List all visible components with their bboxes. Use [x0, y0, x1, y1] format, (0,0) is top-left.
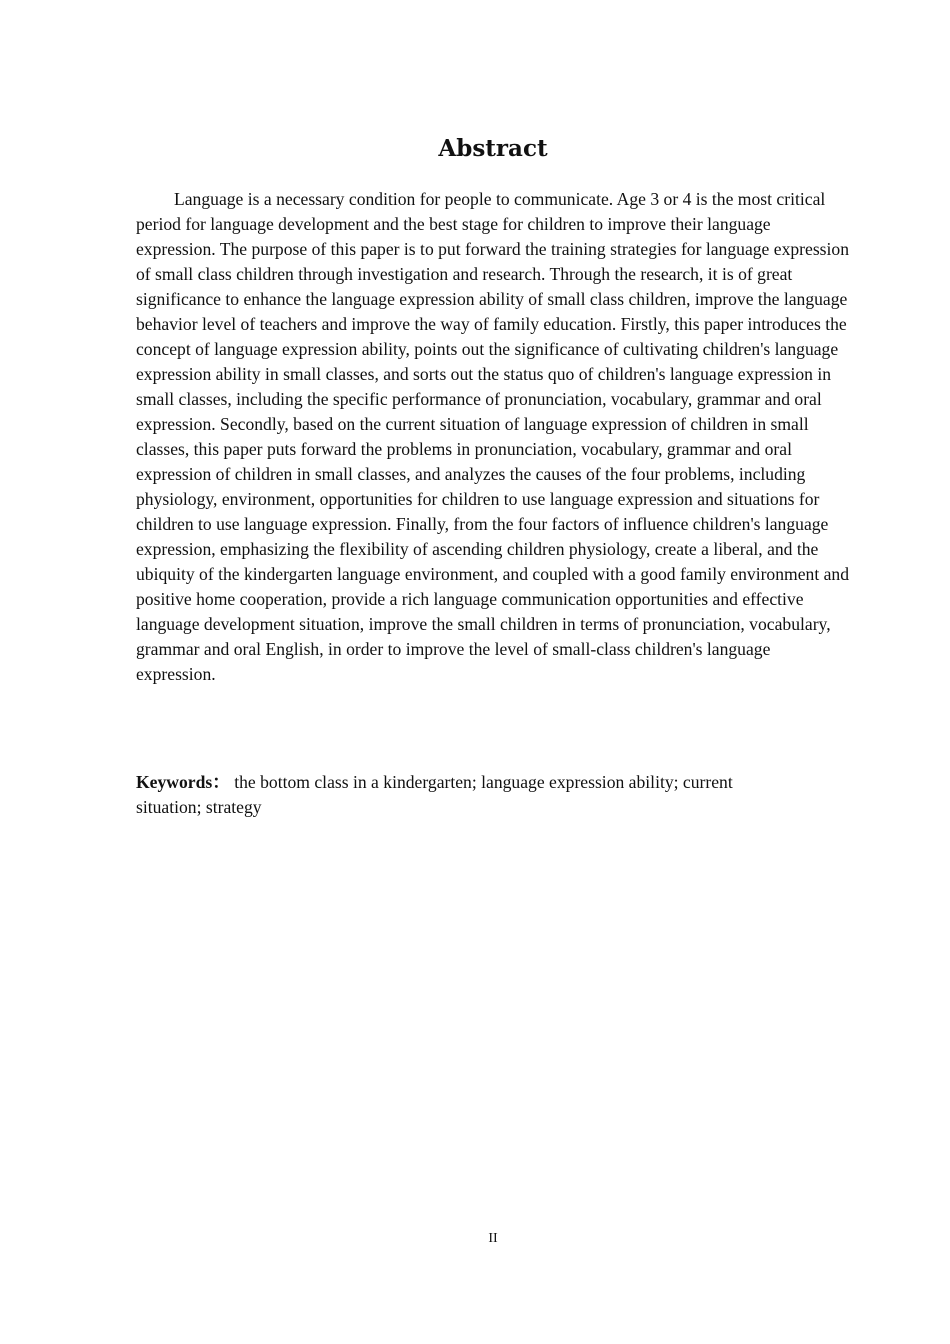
- abstract-title: Abstract: [438, 135, 548, 162]
- keywords-label: Keywords：: [136, 772, 230, 792]
- abstract-body: Language is a necessary condition for people to communicate. Age 3 or 4 is the most critical period for language development and the best stage for children to improve their language expression. The purpose of this paper is to put forward the training strategies for language expression of small class children through investigation and research. Through the research, it is of great significance to enhance the language expression ability of small class children, improve the language behavior level of teachers and improve the way of family education. Firstly, this paper introduces the concept of language expression ability, points out the significance of cultivating children's language expression ability in small classes, and sorts out the status quo of children's language expression in small classes, including the specific performance of pronunciation, vocabulary, grammar and oral expression. Secondly, based on the current situation of language expression of children in small classes, this paper puts forward the problems in pronunciation, vocabulary, grammar and oral expression of children in small classes, and analyzes the causes of the four problems, including physiology, environment, opportunities for children to use language expression and situations for children to use language expression. Finally, from the four factors of influence children's language expression, emphasizing the flexibility of ascending children physiology, create a liberal, and the ubiquity of the kindergarten language environment, and coupled with a good family environment and positive home cooperation, provide a rich language communication opportunities and effective language development situation, improve the small children in terms of pronunciation, vocabulary, grammar and oral English, in order to improve the level of small-class children's language expression.: [136, 189, 850, 684]
- keywords-line: [136, 770, 736, 820]
- page-number: II: [488, 1231, 498, 1246]
- keywords-text: the bottom class in a kindergarten; language expression ability; current situation; strategy: [136, 772, 733, 817]
